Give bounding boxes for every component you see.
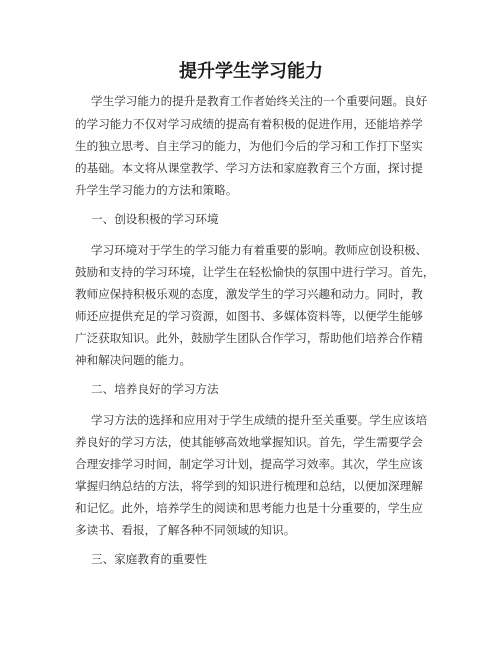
paragraph-line: 学习方法的选择和应用对于学生成绩的提升至关重要。学生应该培 bbox=[91, 413, 428, 427]
paragraph-line: 教师应保持积极乐观的态度，激发学生的学习兴趣和动力。同时，教 bbox=[75, 287, 423, 301]
section-heading: 一、创设积极的学习环境 bbox=[91, 212, 219, 226]
paragraph-line: 鼓励和支持的学习环境，让学生在轻松愉快的氛围中进行学习。首先， bbox=[75, 265, 435, 279]
paragraph-line: 多读书、看报，了解各种不同领域的知识。 bbox=[75, 523, 296, 537]
paragraph-line: 和记忆。此外，培养学生的阅读和思考能力也是十分重要的，学生应 bbox=[75, 501, 423, 515]
paragraph-line: 养良好的学习方法，使其能够高效地掌握知识。首先，学生需要学会 bbox=[75, 435, 423, 449]
paragraph-line: 生的独立思考、自主学习的能力，为他们今后的学习和工作打下坚实 bbox=[75, 139, 423, 153]
paragraph-line: 的学习能力不仅对学习成绩的提高有着积极的促进作用，还能培养学 bbox=[75, 117, 423, 131]
paragraph-line: 升学生学习能力的方法和策略。 bbox=[75, 183, 238, 197]
paragraph-line: 师还应提供充足的学习资源，如图书、多媒体资料等，以便学生能够 bbox=[75, 309, 423, 323]
paragraph-line: 的基础。本文将从课堂教学、学习方法和家庭教育三个方面，探讨提 bbox=[75, 161, 423, 175]
section-heading: 二、培养良好的学习方法 bbox=[91, 382, 219, 396]
paragraph-line: 合理安排学习时间，制定学习计划，提高学习效率。其次，学生应该 bbox=[75, 457, 423, 471]
paragraph-line: 掌握归纳总结的方法，将学到的知识进行梳理和总结，以便加深理解 bbox=[75, 479, 423, 493]
document-title: 提升学生学习能力 bbox=[179, 61, 323, 82]
paragraph-line: 学习环境对于学生的学习能力有着重要的影响。教师应创设积极、 bbox=[91, 243, 428, 257]
paragraph-line: 学生学习能力的提升是教育工作者始终关注的一个重要问题。良好 bbox=[91, 94, 428, 108]
paragraph-line: 广泛获取知识。此外，鼓励学生团队合作学习，帮助他们培养合作精 bbox=[75, 331, 423, 345]
paragraph-line: 神和解决问题的能力。 bbox=[75, 353, 191, 367]
section-heading: 三、家庭教育的重要性 bbox=[91, 552, 207, 566]
